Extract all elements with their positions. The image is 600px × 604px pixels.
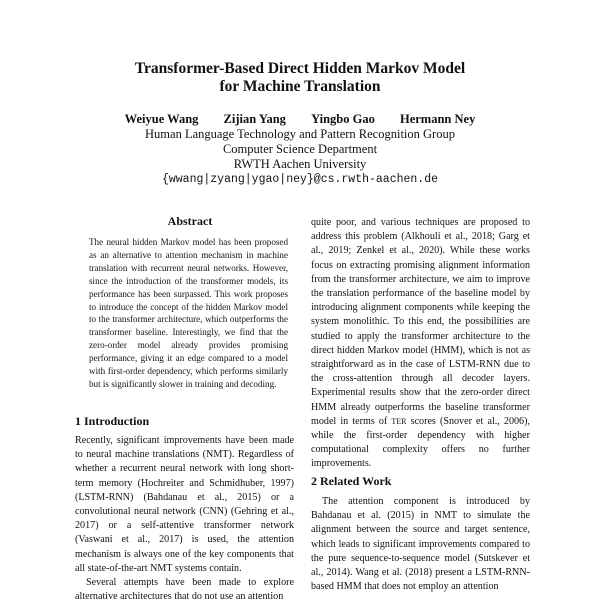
affiliation-department: Computer Science Department [222,142,378,156]
introduction-continued [311,216,530,472]
abstract-heading: Abstract [167,214,213,228]
author-name: Zijian Yang [223,112,286,126]
affiliation-university: RWTH Aachen University [233,157,367,171]
title-line-2: for Machine Translation [219,78,381,95]
ter-metric: TER [391,416,407,426]
introduction-paragraph-2: Several attempts have been made to explore alternative architectures that do not use an attention [75,577,294,603]
introduction-continued-tail: scores (Snover et al., 2006), while the first-order dependency with higher computational complexity offers no further improvements. [311,415,530,470]
related-work-body [311,495,530,594]
related-work-heading: 2 Related Work [311,474,392,488]
introduction-paragraph-1: Recently, significant improvements have been made to neural machine translations (NMT). Regardless of whether a recurrent neural network with long short-term memory (Hochreiter and Schmidhuber, 1997) (LSTM-RNN) (Bahdanau et al., 2015) or a convolutional neural network (CNN) (Gehring et al., 2017) or a self-attentive transformer network (Vaswani et al., 2017) is used, the attention mechanism is always one of the key components that all state-of-the-art NMT systems contain. [75,435,294,574]
introduction-heading: 1 Introduction [75,414,150,428]
author-name: Yingbo Gao [311,112,375,126]
abstract-text: The neural hidden Markov model has been proposed as an alternative to attention mechanism in machine translation with recurrent neural networks. However, since the introduction of the transformer models, its performance has been surpassed. This work proposes to introduce the concept of the hidden Markov model to the transformer architecture, which outperforms the transformer baseline. Interestingly, we find that the zero-order model already provides promising performance, giving it an edge compared to a model with first-order dependency, which performs similarly but is significantly slower in training and decoding. [89,237,288,389]
related-work-paragraph-1: The attention component is introduced by Bahdanau et al. (2015) in NMT to simulate the alignment between the source and target sentence, which leads to significant improvements compared to the pure sequence-to-sequence model (Sutskever et al., 2014). Wang et al. (2018) present a LSTM-RNN-based HMM that does not employ an attention [311,496,530,593]
title-line-1: Transformer-Based Direct Hidden Markov Model [134,60,466,77]
author-name: Hermann Ney [399,112,476,126]
author-email: {wwang|zyang|ygao|ney}@cs.rwth-aachen.de [161,173,439,186]
author-list [0,112,600,127]
introduction-continued-text: quite poor, and various techniques are proposed to address this problem (Alkhouli et al., 2018; Garg et al., 2019; Zenkel et al., 2020). While these works focus on extracting promising alignment information from the transformer architecture, we aim to improve the translation performance of the baseline model by introducing alignment components while keeping the system monolithic. To this end, the possibilities are studied to apply the transformer architecture to the direct hidden Markov model (HMM), which is not as straightforward as in the case of LSTM-RNN due to the cross-attention through all decoder layers. Experimental results show that the zero-order direct HMM already outperforms the baseline transformer model in terms of [311,217,530,427]
introduction-body [75,434,294,604]
affiliation-group: Human Language Technology and Pattern Recognition Group [145,127,455,141]
author-name: Weiyue Wang [124,112,199,126]
paper-title [0,60,600,96]
